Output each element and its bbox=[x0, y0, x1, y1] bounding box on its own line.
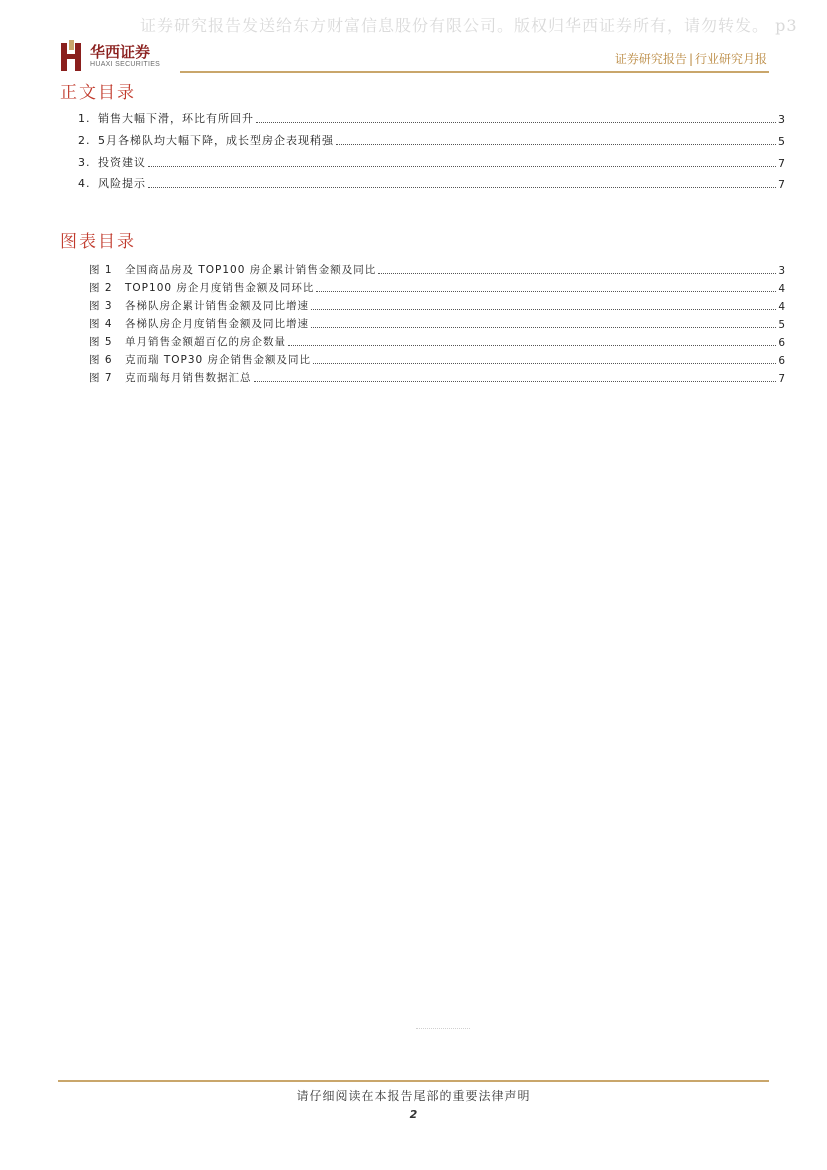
figure-item[interactable] bbox=[89, 369, 785, 385]
figure-item-page: 6 bbox=[778, 355, 785, 367]
figure-item-page: 7 bbox=[778, 373, 785, 385]
toc-item[interactable] bbox=[78, 154, 785, 170]
toc-item-page: 3 bbox=[778, 113, 785, 126]
figure-leader bbox=[288, 344, 776, 346]
figures-title: 图表目录 bbox=[60, 232, 136, 252]
figure-item-label: 图 2 TOP100 房企月度销售金额及同环比 bbox=[89, 282, 315, 294]
figure-item[interactable] bbox=[89, 279, 785, 295]
figure-item[interactable] bbox=[89, 261, 785, 277]
toc-item[interactable] bbox=[78, 110, 785, 126]
figure-item-page: 4 bbox=[778, 301, 785, 313]
watermark: 证券研究报告发送给东方财富信息股份有限公司。版权归华西证券所有，请勿转发。 p3 bbox=[140, 16, 798, 35]
toc-item-label: 1. 销售大幅下滑，环比有所回升 bbox=[78, 112, 254, 125]
toc-item-page: 7 bbox=[778, 178, 785, 191]
toc-item[interactable] bbox=[78, 132, 785, 148]
figure-item-page: 5 bbox=[778, 319, 785, 331]
figure-item[interactable] bbox=[89, 315, 785, 331]
toc-item-label: 2. 5月各梯队均大幅下降，成长型房企表现稍强 bbox=[78, 134, 334, 147]
figure-item-label: 图 4 各梯队房企月度销售金额及同比增速 bbox=[89, 318, 309, 330]
figure-item-label: 图 1 全国商品房及 TOP100 房企累计销售金额及同比 bbox=[89, 264, 377, 276]
toc-title: 正文目录 bbox=[60, 83, 136, 103]
figure-leader bbox=[311, 308, 776, 310]
legal-disclaimer: 请仔细阅读在本报告尾部的重要法律声明 bbox=[296, 1089, 531, 1103]
figure-leader bbox=[378, 272, 776, 274]
toc-item-label: 4. 风险提示 bbox=[78, 177, 146, 190]
toc-item-page: 7 bbox=[778, 157, 785, 170]
figure-item[interactable] bbox=[89, 297, 785, 313]
figure-item-page: 4 bbox=[778, 283, 785, 295]
footer-divider bbox=[58, 1080, 769, 1082]
figure-item-label: 图 6 克而瑞 TOP30 房企销售金额及同比 bbox=[89, 354, 312, 366]
figure-item-label: 图 7 克而瑞每月销售数据汇总 bbox=[89, 372, 252, 384]
figure-item[interactable] bbox=[89, 351, 785, 367]
figure-leader bbox=[316, 290, 776, 292]
figure-item-page: 6 bbox=[778, 337, 785, 349]
figure-item-label: 图 5 单月销售金额超百亿的房企数量 bbox=[89, 336, 286, 348]
header-divider bbox=[180, 71, 769, 73]
toc-item-page: 5 bbox=[778, 135, 785, 148]
report-type: 证券研究报告 bbox=[614, 52, 687, 66]
figure-leader bbox=[313, 362, 776, 364]
figure-item-page: 3 bbox=[778, 265, 785, 277]
page-number: 2 bbox=[409, 1108, 418, 1121]
toc-leader bbox=[148, 186, 776, 188]
report-type-tag bbox=[615, 50, 767, 67]
toc-leader bbox=[336, 143, 776, 145]
toc-leader bbox=[256, 121, 776, 123]
figure-item-label: 图 3 各梯队房企累计销售金额及同比增速 bbox=[89, 300, 309, 312]
toc-item-label: 3. 投资建议 bbox=[78, 156, 146, 169]
toc-item[interactable] bbox=[78, 175, 785, 191]
logo-chinese-name: 华西证券 bbox=[90, 43, 151, 61]
figure-leader bbox=[254, 380, 777, 382]
figure-leader bbox=[311, 326, 776, 328]
logo-english-name: HUAXI SECURITIES bbox=[90, 61, 161, 68]
report-category: 行业研究月报 bbox=[694, 52, 767, 66]
header-separator: | bbox=[688, 52, 693, 66]
huaxi-logo-icon bbox=[60, 40, 84, 72]
company-logo bbox=[60, 40, 180, 72]
faint-dotted-mark bbox=[416, 1028, 470, 1029]
toc-leader bbox=[148, 165, 776, 167]
figure-item[interactable] bbox=[89, 333, 785, 349]
